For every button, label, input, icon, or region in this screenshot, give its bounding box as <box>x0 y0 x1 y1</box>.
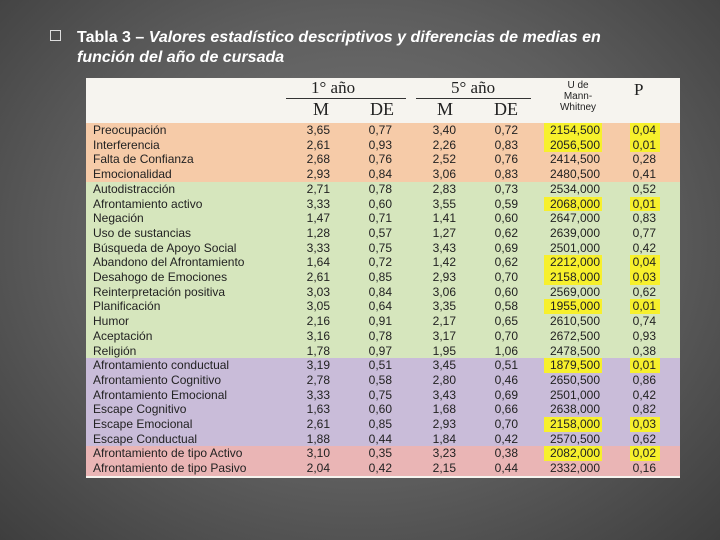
cell-m1: 1,47 <box>306 211 330 226</box>
table-row <box>86 182 680 197</box>
table-row <box>86 152 680 167</box>
cell-u: 2480,500 <box>549 167 600 182</box>
row-label: Búsqueda de Apoyo Social <box>93 240 237 255</box>
row-label: Aceptación <box>93 328 153 343</box>
cell-m5: 1,41 <box>432 211 456 226</box>
table-row <box>86 461 680 476</box>
cell-m5: 2,15 <box>432 461 456 476</box>
cell-de5: 0,62 <box>494 225 518 240</box>
row-label: Afrontamiento de tipo Pasivo <box>93 461 247 476</box>
cell-p: 0,16 <box>632 461 656 476</box>
cell-m1: 3,16 <box>306 328 330 343</box>
row-label: Autodistracción <box>93 181 176 196</box>
header-m1: M <box>312 99 329 119</box>
cell-m1: 3,10 <box>306 446 330 461</box>
row-label: Interferencia <box>93 137 160 152</box>
cell-m1: 2,93 <box>306 167 330 182</box>
cell-m1: 1,78 <box>306 343 330 358</box>
cell-de1: 0,60 <box>368 402 392 417</box>
cell-de1: 0,71 <box>368 211 392 226</box>
header-de1: DE <box>370 99 394 119</box>
cell-de5: 0,62 <box>494 255 518 270</box>
row-label: Afrontamiento Cognitivo <box>93 372 222 387</box>
cell-m5: 2,80 <box>432 372 456 387</box>
cell-m5: 2,83 <box>432 181 456 196</box>
cell-u: 1955,000 <box>549 299 600 314</box>
row-label: Humor <box>93 314 130 329</box>
slide-title <box>77 28 690 68</box>
table-row <box>86 123 680 138</box>
cell-de1: 0,51 <box>368 358 392 373</box>
cell-u: 2332,000 <box>549 461 600 476</box>
cell-p: 0,03 <box>632 417 656 431</box>
cell-de5: 0,58 <box>494 299 518 314</box>
cell-de1: 0,77 <box>368 123 392 137</box>
cell-u: 2610,500 <box>549 314 600 329</box>
table-row <box>86 358 680 373</box>
title-prefix: Tabla 3 – <box>77 29 149 46</box>
cell-de5: 0,76 <box>494 152 518 167</box>
cell-de5: 0,70 <box>494 328 518 343</box>
table-row <box>86 299 680 314</box>
row-label: Religión <box>93 343 137 358</box>
cell-de1: 0,76 <box>368 152 392 167</box>
cell-de5: 0,73 <box>494 181 518 196</box>
row-label: Negación <box>93 211 144 226</box>
cell-u: 2647,000 <box>549 211 600 226</box>
title-line2: función del año de cursada <box>77 49 285 66</box>
cell-de1: 0,44 <box>368 431 392 446</box>
table-row <box>86 270 680 285</box>
cell-m1: 2,68 <box>306 152 330 167</box>
umw-line2: Mann- <box>563 91 593 102</box>
cell-u: 2569,000 <box>549 284 600 299</box>
cell-p: 0,42 <box>632 387 656 402</box>
cell-m1: 1,64 <box>306 255 330 270</box>
cell-p: 0,62 <box>632 284 656 299</box>
cell-p: 0,01 <box>632 137 656 152</box>
table-row <box>86 197 680 212</box>
row-label: Uso de sustancias <box>93 225 192 240</box>
cell-de5: 0,69 <box>494 387 518 402</box>
table-row <box>86 255 680 270</box>
cell-de1: 0,42 <box>368 461 392 476</box>
cell-m5: 1,95 <box>432 343 456 358</box>
cell-p: 0,28 <box>632 152 656 167</box>
table-row <box>86 388 680 403</box>
cell-m5: 3,43 <box>432 387 456 402</box>
row-label: Reinterpretación positiva <box>93 284 226 299</box>
title-italic: Valores estadístico descriptivos y diferencias de medias en <box>148 29 601 46</box>
table-row <box>86 417 680 432</box>
header-u-mann-whitney <box>546 80 610 113</box>
cell-de5: 0,66 <box>494 402 518 417</box>
cell-de1: 0,91 <box>368 314 392 329</box>
row-label: Afrontamiento conductual <box>93 358 230 373</box>
cell-m1: 3,03 <box>306 284 330 299</box>
cell-de1: 0,75 <box>368 387 392 402</box>
cell-u: 2501,000 <box>549 240 600 255</box>
cell-m5: 2,93 <box>432 417 456 431</box>
cell-m5: 2,52 <box>432 152 456 167</box>
table-row <box>86 432 680 447</box>
row-label: Escape Cognitivo <box>93 402 187 417</box>
table-row <box>86 344 680 359</box>
cell-m5: 1,68 <box>432 402 456 417</box>
cell-de1: 0,35 <box>368 446 392 461</box>
cell-m1: 1,88 <box>306 431 330 446</box>
cell-de5: 0,72 <box>494 123 518 137</box>
cell-m1: 2,78 <box>306 372 330 387</box>
row-label: Falta de Confianza <box>93 152 194 167</box>
cell-de5: 0,65 <box>494 314 518 329</box>
cell-p: 0,01 <box>632 358 656 373</box>
cell-m5: 1,84 <box>432 431 456 446</box>
cell-m5: 2,26 <box>432 137 456 152</box>
row-label: Abandono del Afrontamiento <box>93 255 245 270</box>
cell-m1: 2,04 <box>306 461 330 476</box>
cell-m1: 3,05 <box>306 299 330 314</box>
table-row <box>86 285 680 300</box>
cell-m1: 2,16 <box>306 314 330 329</box>
cell-p: 0,62 <box>632 431 656 446</box>
cell-m1: 1,28 <box>306 225 330 240</box>
row-label: Desahogo de Emociones <box>93 270 228 284</box>
cell-p: 0,03 <box>632 270 656 284</box>
slide-title-block <box>50 28 690 68</box>
cell-p: 0,93 <box>632 328 656 343</box>
cell-m1: 2,61 <box>306 137 330 152</box>
header-p: P <box>634 80 644 99</box>
table-row <box>86 402 680 417</box>
table-row <box>86 373 680 388</box>
cell-de5: 1,06 <box>494 343 518 358</box>
cell-de5: 0,42 <box>494 431 518 446</box>
cell-u: 2478,500 <box>549 343 600 358</box>
cell-m5: 1,27 <box>432 225 456 240</box>
cell-de5: 0,70 <box>494 417 518 431</box>
cell-m1: 2,71 <box>306 181 330 196</box>
stats-table <box>86 78 680 478</box>
cell-de5: 0,83 <box>494 167 518 182</box>
cell-u: 2082,000 <box>549 446 600 461</box>
cell-de1: 0,97 <box>368 343 392 358</box>
cell-u: 2650,500 <box>549 372 600 387</box>
header-m5: M <box>436 99 453 119</box>
table-row <box>86 138 680 153</box>
cell-de1: 0,75 <box>368 240 392 255</box>
header-year5: 5° año <box>451 78 496 97</box>
cell-p: 0,41 <box>632 167 656 182</box>
cell-m5: 2,17 <box>432 314 456 329</box>
cell-de5: 0,38 <box>494 446 518 461</box>
cell-de1: 0,57 <box>368 225 392 240</box>
cell-de5: 0,44 <box>494 461 518 476</box>
cell-u: 2414,500 <box>549 152 600 167</box>
cell-de1: 0,85 <box>368 270 392 284</box>
row-label: Preocupación <box>93 123 167 137</box>
cell-m1: 1,63 <box>306 402 330 417</box>
row-label: Afrontamiento activo <box>93 196 203 211</box>
cell-m1: 3,33 <box>306 240 330 255</box>
cell-p: 0,52 <box>632 181 656 196</box>
cell-de5: 0,46 <box>494 372 518 387</box>
cell-m1: 2,61 <box>306 270 330 284</box>
cell-u: 2154,500 <box>549 123 600 137</box>
cell-p: 0,86 <box>632 372 656 387</box>
cell-u: 2068,000 <box>549 196 600 211</box>
cell-m5: 2,93 <box>432 270 456 284</box>
cell-p: 0,77 <box>632 225 656 240</box>
cell-m5: 3,43 <box>432 240 456 255</box>
cell-u: 2638,000 <box>549 402 600 417</box>
cell-p: 0,42 <box>632 240 656 255</box>
cell-de5: 0,60 <box>494 211 518 226</box>
cell-m5: 3,55 <box>432 196 456 211</box>
cell-p: 0,04 <box>632 255 656 270</box>
bullet-icon <box>50 30 61 41</box>
cell-de5: 0,69 <box>494 240 518 255</box>
cell-de5: 0,83 <box>494 137 518 152</box>
header-year1: 1° año <box>311 78 356 97</box>
row-label: Planificación <box>93 299 161 314</box>
cell-p: 0,74 <box>632 314 656 329</box>
cell-m5: 3,06 <box>432 284 456 299</box>
cell-u: 2534,000 <box>549 181 600 196</box>
cell-de5: 0,51 <box>494 358 518 373</box>
cell-m5: 3,17 <box>432 328 456 343</box>
cell-p: 0,01 <box>632 299 656 314</box>
cell-de1: 0,78 <box>368 328 392 343</box>
cell-m5: 3,35 <box>432 299 456 314</box>
cell-m5: 3,23 <box>432 446 456 461</box>
umw-line3: Whitney <box>559 102 597 113</box>
cell-de1: 0,93 <box>368 137 392 152</box>
cell-de5: 0,59 <box>494 196 518 211</box>
table-row <box>86 211 680 226</box>
cell-m1: 3,33 <box>306 387 330 402</box>
cell-de5: 0,70 <box>494 270 518 284</box>
header-de5: DE <box>494 99 518 119</box>
table-row <box>86 446 680 461</box>
table-row <box>86 241 680 256</box>
cell-p: 0,83 <box>632 211 656 226</box>
cell-u: 2056,500 <box>549 137 600 152</box>
table-header <box>86 78 680 123</box>
cell-p: 0,01 <box>632 196 656 211</box>
cell-m5: 3,06 <box>432 167 456 182</box>
row-label: Afrontamiento Emocional <box>93 387 228 402</box>
cell-m1: 2,61 <box>306 417 330 431</box>
cell-de1: 0,85 <box>368 417 392 431</box>
cell-de1: 0,64 <box>368 299 392 314</box>
cell-p: 0,38 <box>632 343 656 358</box>
cell-u: 2212,000 <box>549 255 600 270</box>
cell-m5: 3,45 <box>432 358 456 373</box>
table-row <box>86 329 680 344</box>
cell-p: 0,04 <box>632 123 656 137</box>
row-label: Escape Conductual <box>93 431 198 446</box>
cell-de1: 0,78 <box>368 181 392 196</box>
cell-p: 0,82 <box>632 402 656 417</box>
table-row <box>86 167 680 182</box>
cell-de1: 0,84 <box>368 284 392 299</box>
cell-m1: 3,33 <box>306 196 330 211</box>
cell-u: 2158,000 <box>549 417 600 431</box>
cell-u: 2639,000 <box>549 225 600 240</box>
cell-m1: 3,65 <box>306 123 330 137</box>
cell-de1: 0,72 <box>368 255 392 270</box>
table-row <box>86 226 680 241</box>
row-label: Afrontamiento de tipo Activo <box>93 446 243 461</box>
cell-de5: 0,60 <box>494 284 518 299</box>
cell-u: 2570,500 <box>549 431 600 446</box>
umw-line1: U de <box>567 80 589 91</box>
cell-p: 0,02 <box>632 446 656 461</box>
cell-u: 2501,000 <box>549 387 600 402</box>
table-row <box>86 314 680 329</box>
cell-u: 1879,500 <box>549 358 600 373</box>
cell-m5: 1,42 <box>432 255 456 270</box>
cell-m5: 3,40 <box>432 123 456 137</box>
cell-u: 2672,500 <box>549 328 600 343</box>
cell-de1: 0,84 <box>368 167 392 182</box>
cell-u: 2158,000 <box>549 270 600 284</box>
row-label: Escape Emocional <box>93 417 193 431</box>
cell-m1: 3,19 <box>306 358 330 373</box>
cell-de1: 0,58 <box>368 372 392 387</box>
row-label: Emocionalidad <box>93 167 172 182</box>
cell-de1: 0,60 <box>368 196 392 211</box>
